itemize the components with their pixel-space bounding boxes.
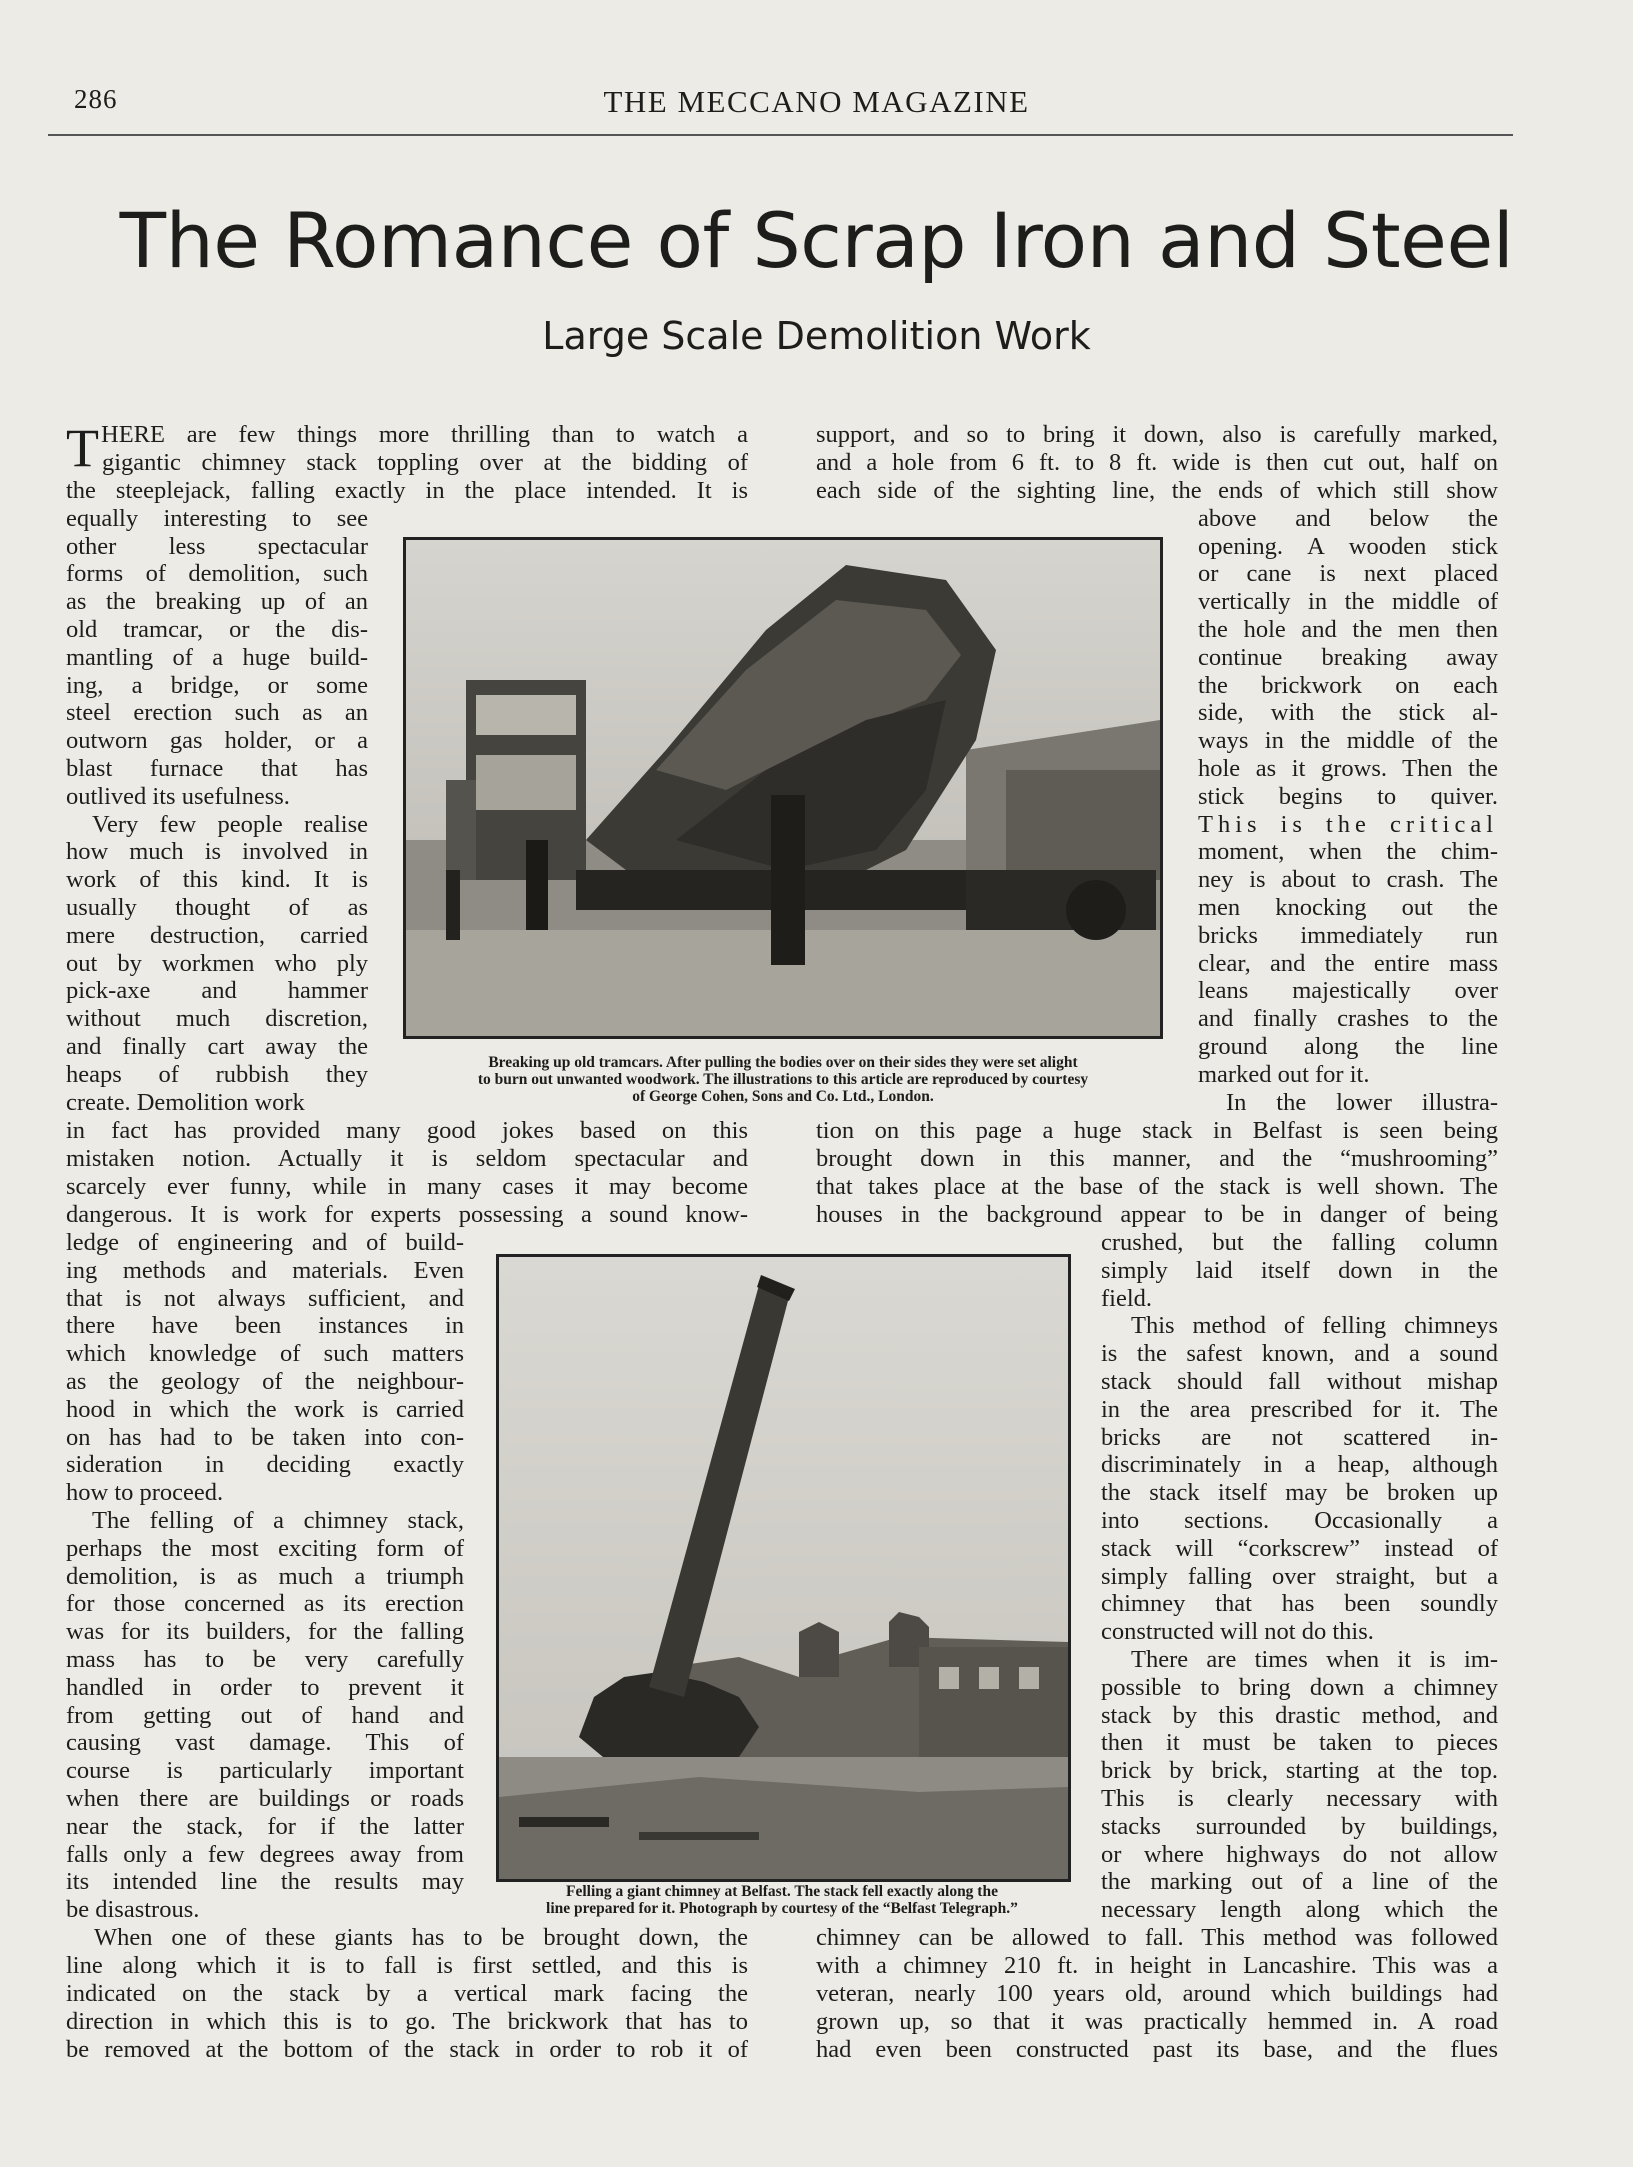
- body-line: for those concerned as its erection: [66, 1590, 464, 1617]
- body-line: necessary length along which the: [1101, 1896, 1498, 1923]
- body-line: The felling of a chimney stack,: [92, 1507, 464, 1534]
- drop-cap: T: [66, 418, 99, 478]
- body-line: crushed, but the falling column: [1101, 1229, 1498, 1256]
- body-line: This is the critical: [1198, 811, 1498, 838]
- body-line: was for its builders, for the falling: [66, 1618, 464, 1645]
- body-line: the marking out of a line of the: [1101, 1868, 1498, 1895]
- body-line: that takes place at the base of the stack is well shown. The: [816, 1173, 1498, 1200]
- body-line: mass has to be very carefully: [66, 1646, 464, 1673]
- body-line: from getting out of hand and: [66, 1702, 464, 1729]
- body-line: blast furnace that has: [66, 755, 368, 782]
- body-line: simply laid itself down in the: [1101, 1257, 1498, 1284]
- body-line: be disastrous.: [66, 1896, 200, 1923]
- body-line: possible to bring down a chimney: [1101, 1674, 1498, 1701]
- body-line: steel erection such as an: [66, 699, 368, 726]
- body-line: ledge of engineering and of build-: [66, 1229, 464, 1256]
- body-line: into sections. Occasionally a: [1101, 1507, 1498, 1534]
- body-line: ney is about to crash. The: [1198, 866, 1498, 893]
- body-line: be removed at the bottom of the stack in order to rob it of: [66, 2036, 748, 2063]
- body-line: bricks immediately run: [1198, 922, 1498, 949]
- body-line: near the stack, for if the latter: [66, 1813, 464, 1840]
- body-line: veteran, nearly 100 years old, around which buildings had: [816, 1980, 1498, 2007]
- body-line: when there are buildings or roads: [66, 1785, 464, 1812]
- body-line: discriminately in a heap, although: [1101, 1451, 1498, 1478]
- body-line: When one of these giants has to be brought down, the: [94, 1924, 748, 1951]
- body-line: leans majestically over: [1198, 977, 1498, 1004]
- article-subtitle: Large Scale Demolition Work: [542, 314, 1091, 358]
- body-line: vertically in the middle of: [1198, 588, 1498, 615]
- body-line: ways in the middle of the: [1198, 727, 1498, 754]
- chimney-caption-line-2: line prepared for it. Photograph by courtesy of the “Belfast Telegraph.”: [546, 1900, 1018, 1917]
- body-line: its intended line the results may: [66, 1868, 464, 1895]
- article-title: The Romance of Scrap Iron and Steel: [119, 196, 1514, 285]
- body-line: stack should fall without mishap: [1101, 1368, 1498, 1395]
- body-line: field.: [1101, 1285, 1153, 1312]
- tramcar-caption-line-1: Breaking up old tramcars. After pulling the bodies over on their sides they were set alight: [488, 1054, 1078, 1071]
- body-line: stack will “corkscrew” instead of: [1101, 1535, 1498, 1562]
- body-line: how much is involved in: [66, 838, 368, 865]
- body-line: continue breaking away: [1198, 644, 1498, 671]
- body-line: clear, and the entire mass: [1198, 950, 1498, 977]
- body-line: or where highways do not allow: [1101, 1841, 1498, 1868]
- body-line: houses in the background appear to be in danger of being: [816, 1201, 1498, 1228]
- body-line: in fact has provided many good jokes based on this: [66, 1117, 748, 1144]
- body-line: with a chimney 210 ft. in height in Lancashire. This was a: [816, 1952, 1498, 1979]
- body-line: on has had to be taken into con-: [66, 1424, 464, 1451]
- body-line: in the area prescribed for it. The: [1101, 1396, 1498, 1423]
- body-line: and finally cart away the: [66, 1033, 368, 1060]
- body-line: marked out for it.: [1198, 1061, 1370, 1088]
- body-line: hood in which the work is carried: [66, 1396, 464, 1423]
- body-line: as the geology of the neighbour-: [66, 1368, 464, 1395]
- body-line: simply falling over straight, but a: [1101, 1563, 1498, 1590]
- body-line: line along which it is to fall is first settled, and this is: [66, 1952, 748, 1979]
- body-line: This method of felling chimneys: [1131, 1312, 1498, 1339]
- body-line: falls only a few degrees away from: [66, 1841, 464, 1868]
- body-line: This is clearly necessary with: [1101, 1785, 1498, 1812]
- body-line: had even been constructed past its base, and the flues: [816, 2036, 1498, 2063]
- body-line: There are times when it is im-: [1131, 1646, 1498, 1673]
- body-line: support, and so to bring it down, also is carefully marked,: [816, 421, 1498, 448]
- header-rule: [48, 134, 1513, 136]
- body-line: or cane is next placed: [1198, 560, 1498, 587]
- body-line: indicated on the stack by a vertical mark facing the: [66, 1980, 748, 2007]
- body-line: THERE are few things more thrilling than to watch a: [66, 418, 748, 478]
- tramcar-photo: [403, 537, 1163, 1039]
- body-line: without much discretion,: [66, 1005, 368, 1032]
- body-line: above and below the: [1198, 505, 1498, 532]
- body-line: the steeplejack, falling exactly in the place intended. It is: [66, 477, 748, 504]
- body-line: how to proceed.: [66, 1479, 224, 1506]
- body-line: stack by this drastic method, and: [1101, 1702, 1498, 1729]
- body-line: that is not always sufficient, and: [66, 1285, 464, 1312]
- body-line: old tramcar, or the dis-: [66, 616, 368, 643]
- body-line: is the safest known, and a sound: [1101, 1340, 1498, 1367]
- body-line: then it must be taken to pieces: [1101, 1729, 1498, 1756]
- body-line: mistaken notion. Actually it is seldom spectacular and: [66, 1145, 748, 1172]
- magazine-title: THE MECCANO MAGAZINE: [603, 84, 1030, 119]
- body-line: usually thought of as: [66, 894, 368, 921]
- body-line: opening. A wooden stick: [1198, 533, 1498, 560]
- tramcar-caption-line-3: of George Cohen, Sons and Co. Ltd., London.: [632, 1088, 934, 1105]
- chimney-caption-line-1: Felling a giant chimney at Belfast. The stack fell exactly along the: [566, 1883, 998, 1900]
- body-line: which knowledge of such matters: [66, 1340, 464, 1367]
- tramcar-caption-line-2: to burn out unwanted woodwork. The illustrations to this article are reproduced by courtesy: [477, 1071, 1089, 1088]
- chimney-photo: [496, 1254, 1071, 1882]
- body-line: gigantic chimney stack toppling over at the bidding of: [102, 449, 748, 476]
- body-line: and finally crashes to the: [1198, 1005, 1498, 1032]
- body-line: constructed will not do this.: [1101, 1618, 1374, 1645]
- body-line: sideration in deciding exactly: [66, 1451, 464, 1478]
- body-line: the hole and the men then: [1198, 616, 1498, 643]
- body-line: mantling of a huge build-: [66, 644, 368, 671]
- body-line: each side of the sighting line, the ends of which still show: [816, 477, 1498, 504]
- body-line: side, with the stick al-: [1198, 699, 1498, 726]
- body-line: pick-axe and hammer: [66, 977, 368, 1004]
- body-line: chimney can be allowed to fall. This method was followed: [816, 1924, 1498, 1951]
- body-line: handled in order to prevent it: [66, 1674, 464, 1701]
- body-line: the brickwork on each: [1198, 672, 1498, 699]
- body-line: there have been instances in: [66, 1312, 464, 1339]
- body-line: work of this kind. It is: [66, 866, 368, 893]
- body-line: demolition, is as much a triumph: [66, 1563, 464, 1590]
- body-line: Very few people realise: [92, 811, 368, 838]
- body-line: perhaps the most exciting form of: [66, 1535, 464, 1562]
- body-line: men knocking out the: [1198, 894, 1498, 921]
- body-line: outlived its usefulness.: [66, 783, 290, 810]
- body-line: stacks surrounded by buildings,: [1101, 1813, 1498, 1840]
- body-line: and a hole from 6 ft. to 8 ft. wide is then cut out, half on: [816, 449, 1498, 476]
- body-line: ing methods and materials. Even: [66, 1257, 464, 1284]
- body-line: chimney that has been soundly: [1101, 1590, 1498, 1617]
- body-line: equally interesting to see: [66, 505, 368, 532]
- body-line: bricks are not scattered in-: [1101, 1424, 1498, 1451]
- body-line: scarcely ever funny, while in many cases it may become: [66, 1173, 748, 1200]
- body-line: ground along the line: [1198, 1033, 1498, 1060]
- body-line: direction in which this is to go. The brickwork that has to: [66, 2008, 748, 2035]
- body-line: as the breaking up of an: [66, 588, 368, 615]
- body-line: forms of demolition, such: [66, 560, 368, 587]
- body-line: create. Demolition work: [66, 1089, 305, 1116]
- body-line: stick begins to quiver.: [1198, 783, 1498, 810]
- body-line: ing, a bridge, or some: [66, 672, 368, 699]
- body-line: out by workmen who ply: [66, 950, 368, 977]
- body-line: tion on this page a huge stack in Belfast is seen being: [816, 1117, 1498, 1144]
- page-number: 286: [74, 84, 118, 114]
- body-line: course is particularly important: [66, 1757, 464, 1784]
- body-line: dangerous. It is work for experts possessing a sound know-: [66, 1201, 748, 1228]
- body-line: causing vast damage. This of: [66, 1729, 464, 1756]
- body-line: In the lower illustra-: [1226, 1089, 1498, 1116]
- body-line: moment, when the chim-: [1198, 838, 1498, 865]
- body-line: hole as it grows. Then the: [1198, 755, 1498, 782]
- body-line: brick by brick, starting at the top.: [1101, 1757, 1498, 1784]
- body-line: the stack itself may be broken up: [1101, 1479, 1498, 1506]
- body-line: heaps of rubbish they: [66, 1061, 368, 1088]
- body-line: outworn gas holder, or a: [66, 727, 368, 754]
- body-line: other less spectacular: [66, 533, 368, 560]
- body-line: mere destruction, carried: [66, 922, 368, 949]
- body-line: grown up, so that it was practically hemmed in. A road: [816, 2008, 1498, 2035]
- body-line: brought down in this manner, and the “mushrooming”: [816, 1145, 1498, 1172]
